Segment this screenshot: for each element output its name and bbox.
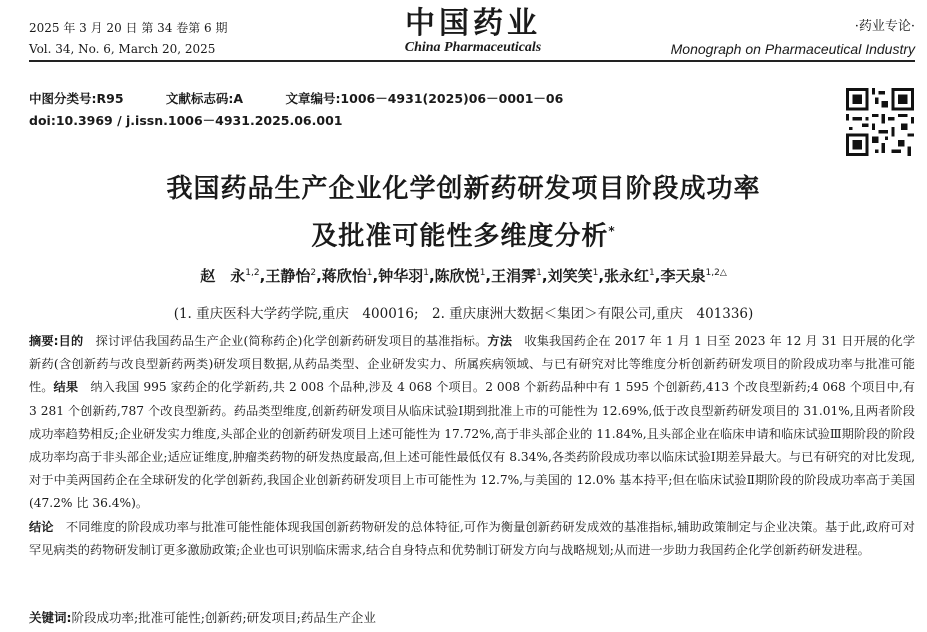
conclusion-text: 不同维度的阶段成功率与批准可能性能体现我国创新药物研发的总体特征,可作为衡量创新药研发成效的基准指标,辅助政策制定与企业决策。基于此,政府可对罕见病类的药物研发制订更多激励政策;企业也可识别临床需求,结合自身特点和优势制订研发方向与战略规划;从而进一步助力我国药企化学创新药研发进程。 xyxy=(29,519,915,557)
author: 王涓霁$^1$ xyxy=(491,267,542,285)
title-line-1: 我国药品生产企业化学创新药研发项目阶段成功率 xyxy=(166,174,761,204)
method-text: 收集我国药企在 2017 年 1 月 1 日至 2023 年 12 月 31 日开展的化学新药(含创新药与改良型新药两类)研发项目数据,从药品类型、企业研发实力、所属疾病领域、与已有研究对比等维度分析创新药研发项目的阶段成功率与批准可能性。 xyxy=(29,334,916,395)
keywords xyxy=(29,608,376,626)
doi[interactable]: doi:10.3969 / j.issn.1006－4931.2025.06.001 xyxy=(29,113,343,128)
article-number: 文章编号:1006－4931(2025)06－0001－06 xyxy=(285,91,564,106)
author: 赵 永$^{1,2}$ xyxy=(200,267,260,285)
author: 王静怡$^2$ xyxy=(265,267,317,285)
qr-code-icon[interactable] xyxy=(846,88,914,156)
column-name-en: Monograph on Pharmaceutical Industry xyxy=(670,41,915,57)
author: 钟华羽$^1$ xyxy=(378,267,429,285)
article-title xyxy=(0,168,927,258)
affiliation: (1. 重庆医科大学药学院,重庆 400016; 2. 重庆康洲大数据＜集团＞有限公司,重庆 401336) xyxy=(173,306,754,322)
result-label: 结果 xyxy=(53,380,79,395)
abstract-label: 摘要: xyxy=(29,334,59,348)
header-rule xyxy=(29,60,915,62)
abstract xyxy=(29,330,915,562)
author: 陈欣悦$^1$ xyxy=(434,267,486,285)
result-text: 纳入我国 995 家药企的化学新药,共 2 008 个品种,涉及 4 068 个项目。2 008 个新药品种中有 1 595 个创新药,413 个改良型新药;4 068 个项目中,有 3 281 个创新药,787 个改良型新药。药品类型维度,创新药研发项目从临床试验Ⅰ期到批准上市的可能性为 12.69%,低于改良型新药研发项目的 31.01%,且两者阶段成功率趋势相反;企业研发实力维度,头部企业的创新药研发项目上述可能性为 17.72%,高于非头部企业的 11.84%,且头部企业在临床申请和临床试验Ⅲ期阶段的阶段成功率均高于非头部企业;适应证维度,肿瘤类药物的研发热度最高,但上述可能性最低仅有 8.34%,各类药阶段成功率以临床试验Ⅰ期差异最大。与已有研究的对比发现,对于中美两国药企在全球研发的化学创新药,我国企业创新药研发项目上市可能性为 12.7%,与美国的 12.0% 基本持平;但在临床试验Ⅱ期阶段的阶段成功率高于美国(47.2% 比 36.4%)。 xyxy=(29,380,915,511)
title-footnote-mark: * xyxy=(608,224,616,238)
author: 李天泉$^{1,2\triangle}$ xyxy=(660,267,727,285)
journal-logo xyxy=(378,8,568,56)
journal-name-en: China Pharmaceuticals xyxy=(404,40,542,55)
issue-volume-en: Vol. 34, No. 6, March 20, 2025 xyxy=(29,42,216,56)
document-code: 文献标志码:A xyxy=(165,91,244,106)
objective-text: 探讨评估我国药品生产企业(简称药企)化学创新药研发项目的基准指标。 xyxy=(83,334,488,348)
column-name-cn: ·药业专论· xyxy=(854,19,915,34)
author-list: 赵 永$^{1,2}$,王静怡$^2$,蒋欣怡$^1$,钟华羽$^1$,陈欣悦$^1$,王涓霁$^1$,刘笑笑$^1$,张永红$^1$,李天泉$^{1,2\triangle}$ xyxy=(200,267,727,285)
title-line-2: 及批准可能性多维度分析 xyxy=(311,221,609,252)
author: 张永红$^1$ xyxy=(604,267,655,285)
issue-info xyxy=(29,18,228,60)
method-label: 方法 xyxy=(487,334,513,348)
author: 刘笑笑$^1$ xyxy=(547,267,599,285)
author: 蒋欣怡$^1$ xyxy=(321,267,373,285)
article-meta xyxy=(29,88,563,132)
objective-label: 目的 xyxy=(58,334,84,348)
keywords-text: 阶段成功率;批准可能性;创新药;研发项目;药品生产企业 xyxy=(71,610,376,625)
clc-number: 中图分类号:R95 xyxy=(29,91,124,106)
column-info xyxy=(671,16,915,60)
keywords-label: 关键词: xyxy=(29,610,72,625)
journal-name-cn: 中国药业 xyxy=(405,6,541,41)
conclusion-label: 结论 xyxy=(29,519,54,534)
issue-date-cn: 2025 年 3 月 20 日 第 34 卷第 6 期 xyxy=(29,21,228,35)
